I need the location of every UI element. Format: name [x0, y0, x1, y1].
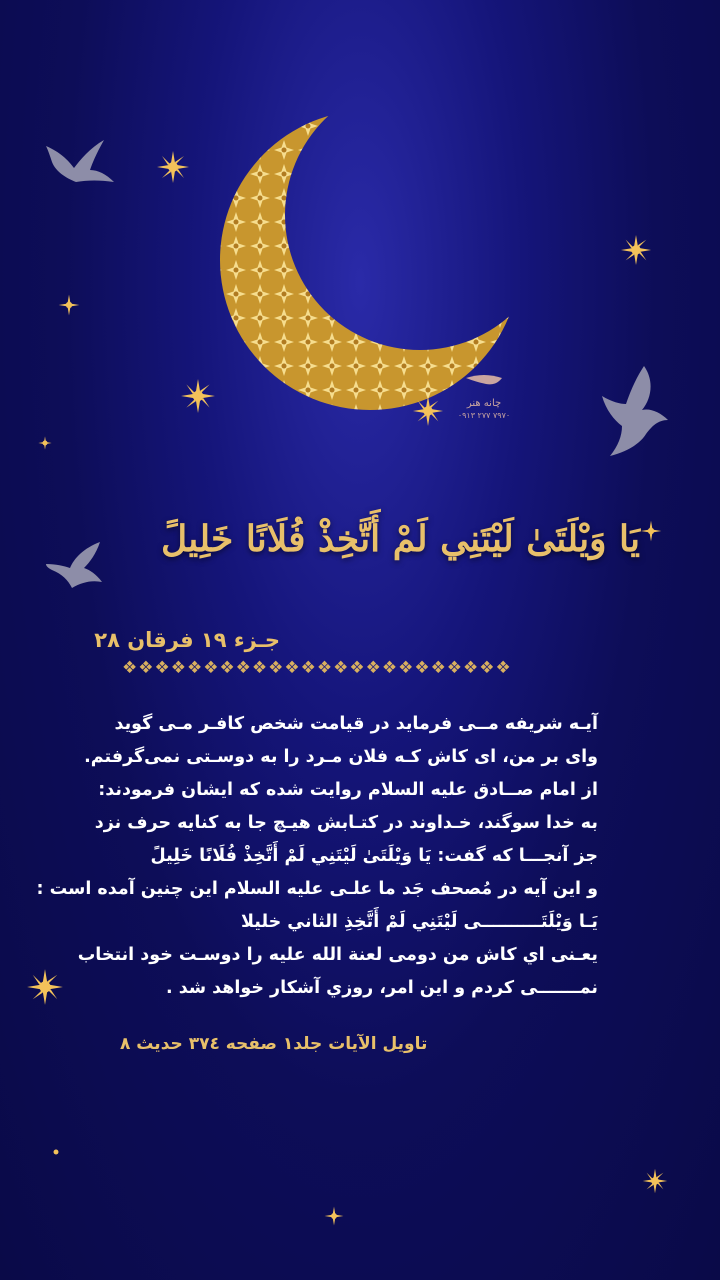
gold-flower-ornament-icon	[620, 234, 652, 266]
gold-flower-ornament-icon	[26, 968, 64, 1006]
gold-flower-ornament-icon	[38, 436, 52, 450]
logo-phone-text: ۰۹۱۳ ۲۷۷ ۷۹۷۰	[457, 411, 511, 420]
gold-flower-ornament-icon	[58, 294, 80, 316]
commentary-line: آیـه شریفه مــی فرماید در قیامت شخص کافـر مـی گوید	[114, 714, 598, 734]
commentary-line: يَـا وَيْلَتَــــــــــى لَيْتَنِي لَمْ أَتَّخِذِ الثاني خليلا	[241, 912, 598, 932]
gold-flower-ornament-icon	[50, 1146, 62, 1158]
gold-flower-ornament-icon	[642, 1168, 668, 1194]
gold-flower-ornament-icon	[156, 150, 190, 184]
verse-reference: جـزء ۱۹ فرقان ۲۸	[94, 628, 280, 652]
gold-flower-ornament-icon	[640, 520, 662, 542]
commentary-line: وای بر من، ای کاش کـه فلان مـرد را به دوسـتی نمی‌گرفتم.	[84, 747, 598, 767]
commentary-line: و این آیه در مُصحف جَد ما علـی عليه السلام اين چنين آمده است :	[36, 879, 598, 899]
brand-logo	[446, 372, 522, 422]
gold-flower-ornament-icon	[324, 1206, 344, 1226]
commentary-text	[36, 708, 598, 1005]
ornamental-divider: ❖❖❖❖❖❖❖❖❖❖❖❖❖❖❖❖❖❖❖❖❖❖❖❖	[122, 658, 512, 678]
commentary-line: نمـــــــی کردم و این امر، روزي آشکار خواهد شد .	[165, 978, 598, 998]
commentary-line: يعـنى اي كاش من دومی لعنة الله عليه را دوسـت خود انتخاب	[77, 945, 598, 965]
verse-title: يَا وَيْلَتَىٰ لَيْتَنِي لَمْ أَتَّخِذْ فُلَانًا خَلِيلً	[160, 518, 640, 560]
dove-icon	[596, 364, 672, 458]
dove-icon	[44, 138, 116, 186]
commentary-line: جز آنجـــا که گفت: يَا وَيْلَتَىٰ لَيْتَنِي لَمْ أَتَّخِذْ فُلَانًا خَلِيلً	[150, 846, 598, 866]
gold-flower-ornament-icon	[180, 378, 216, 414]
commentary-line: به خدا سوگند، خـداوند در کتـابش هیـچ جا به کنایه حرف نزد	[94, 813, 598, 833]
source-citation: تاویل الآیات جلد۱ صفحه ۳۷٤ حديث ۸	[120, 1034, 428, 1054]
logo-brand-text: چانه هنر	[466, 398, 502, 409]
gold-flower-ornament-icon	[412, 395, 444, 427]
commentary-line: از امام صــادق عليه السلام روایت شده که ایشان فرمودند:	[98, 780, 598, 800]
